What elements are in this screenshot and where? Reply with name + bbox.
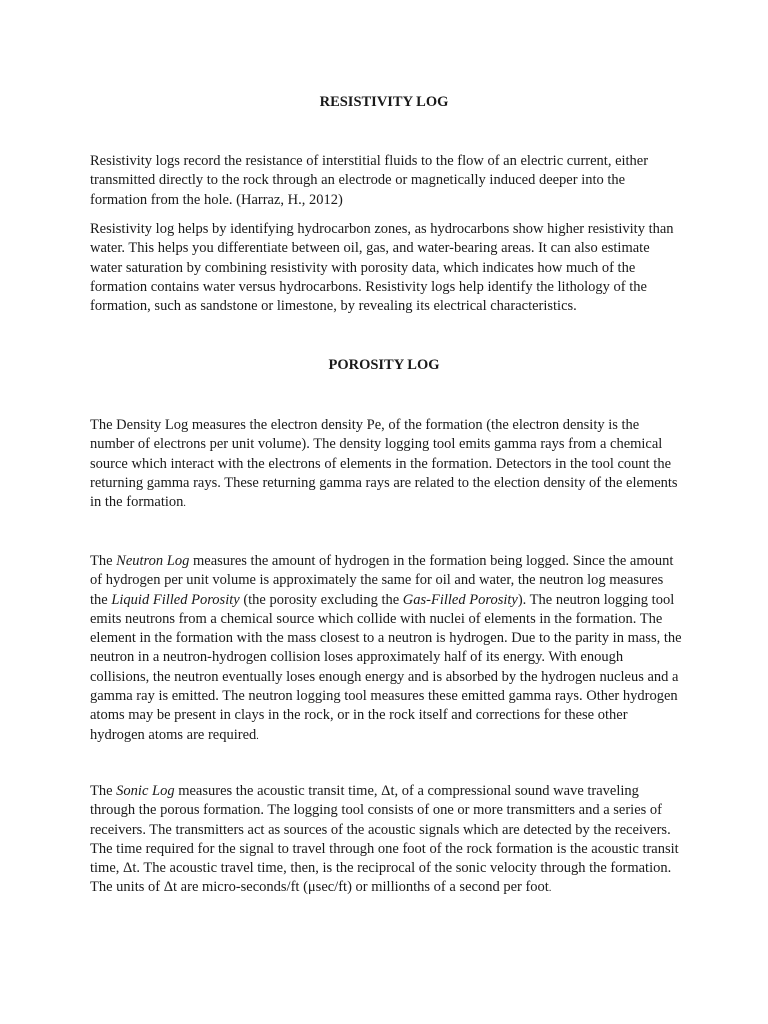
sonic-log-paragraph xyxy=(90,782,682,899)
gas-filled-porosity-term: Gas-Filled Porosity xyxy=(402,591,518,608)
liquid-filled-porosity-term: Liquid Filled Porosity xyxy=(111,591,240,608)
sonic-log-term: Sonic Log xyxy=(116,783,175,799)
neutron-log-paragraph xyxy=(90,552,682,746)
sonic-pre: The xyxy=(90,783,117,799)
neutron-pre: The xyxy=(90,553,117,569)
density-log-paragraph xyxy=(90,416,682,513)
neutron-part-1: measures the amount of hydrogen in the formation being logged. Since the amount of hydrogen per unit volume is approximately the same for oil and water, the neutron log measures the xyxy=(90,553,674,608)
neutron-part-3: ). The neutron logging tool emits neutrons from a chemical source which collide with nuclei of elements in the formation. The element in the formation with the mass closest to a neutron is hydrogen. Due to the parity in mass, the neutron in a neutron-hydrogen collision loses approximately half of its energy. With enough collisions, the neutron eventually loses enough energy and is absorbed by the hydrogen nucleus and a gamma ray is emitted. The neutron logging tool measures these emitted gamma rays. Other hydrogen atoms may be present in clays in the rock, or in the rock itself and corrections for these other hydrogen atoms are required xyxy=(90,591,682,743)
neutron-tail: . xyxy=(256,730,259,742)
density-log-text: The Density Log measures the electron density Pe, of the formation (the electron density is the number of electrons per unit volume). The density logging tool emits gamma rays from a chemical source which interact with the electrons of elements in the formation. Detectors in the tool count the returning gamma rays. These returning gamma rays are related to the election density of the elements in the formation xyxy=(90,417,678,511)
resistivity-paragraph-2: Resistivity log helps by identifying hydrocarbon zones, as hydrocarbons show higher resistivity than water. This helps you differentiate between oil, gas, and water-bearing areas. It can also estimate water saturation by combining resistivity with porosity data, which indicates how much of the formation contains water versus hydrocarbons. Resistivity logs help identify the lithology of the formation, such as sandstone or limestone, by revealing its electrical characteristics. xyxy=(90,221,674,315)
neutron-log-term: Neutron Log xyxy=(116,553,190,569)
porosity-log-heading: POROSITY LOG xyxy=(328,357,440,373)
resistivity-paragraph-1: Resistivity logs record the resistance of interstitial fluids to the flow of an electric current, either transmitted directly to the rock through an electrode or magnetically induced deeper into the formation from the hole. (Harraz, H., 2012) xyxy=(90,153,649,208)
sonic-log-text: measures the acoustic transit time, Δt, of a compressional sound wave traveling through the porous formation. The logging tool consists of one or more transmitters and a series of receivers. The transmitters act as sources of the acoustic signals which are detected by the receivers. The time required for the signal to travel through one foot of the rock formation is the acoustic transit time, Δt. The acoustic travel time, then, is the reciprocal of the sonic velocity through the formation. The units of Δt are micro-seconds/ft (μsec/ft) or millionths of a second per foot xyxy=(90,783,679,896)
density-log-tail: . xyxy=(183,498,186,510)
sonic-tail: . xyxy=(548,883,552,895)
neutron-part-2: (the porosity excluding the xyxy=(239,591,403,608)
resistivity-log-heading: RESISTIVITY LOG xyxy=(319,94,449,110)
